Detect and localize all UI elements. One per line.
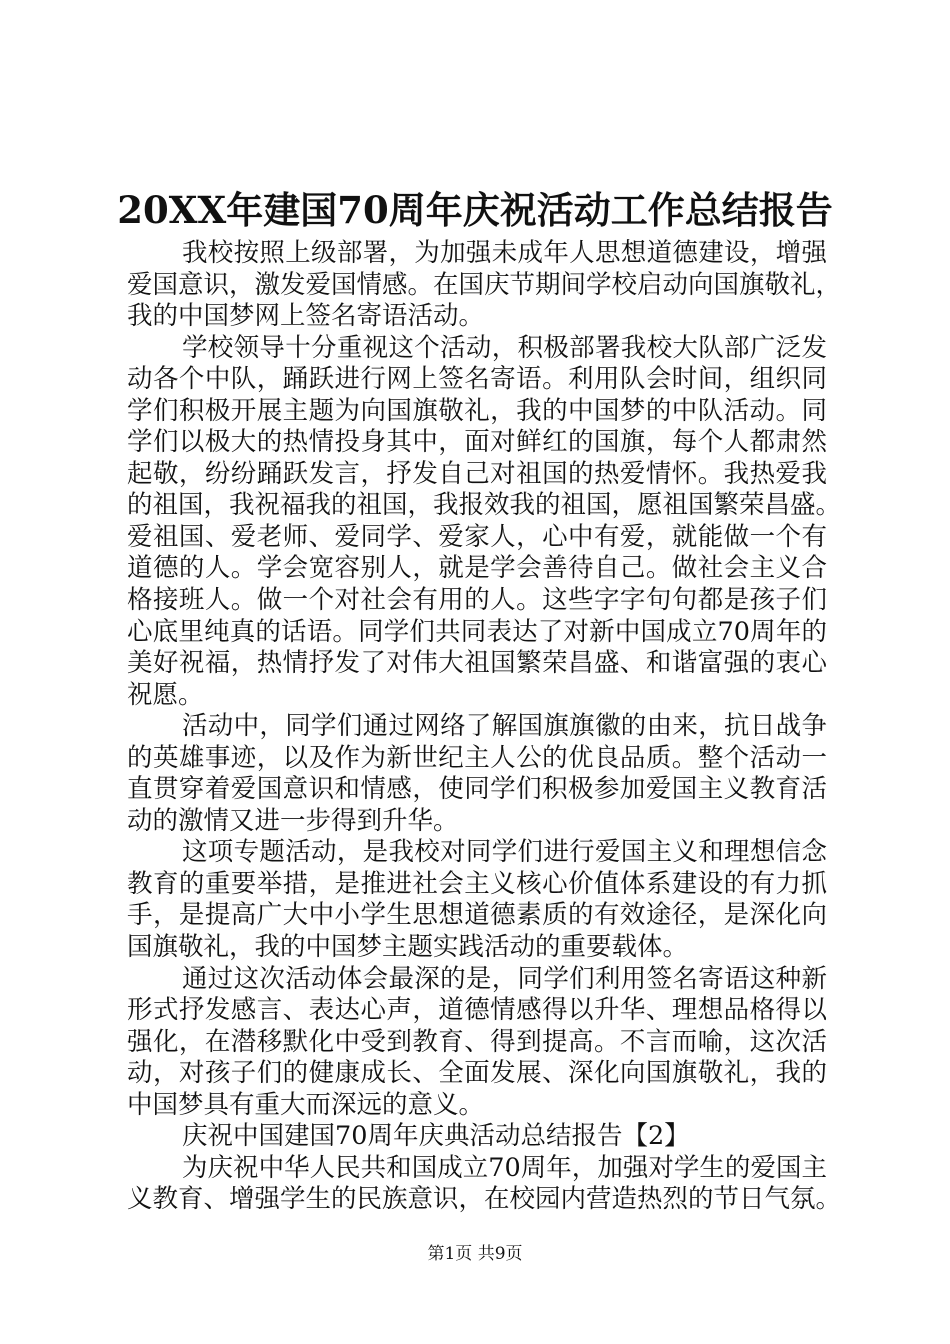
paragraph-line: 的英雄事迹，以及作为新世纪主人公的优良品质。整个活动一	[127, 742, 827, 773]
paragraph-line: 手，是提高广大中小学生思想道德素质的有效途径，是深化向	[127, 900, 827, 931]
paragraph-line: 强化，在潜移默化中受到教育、得到提高。不言而喻，这次活	[127, 1026, 827, 1057]
paragraph-line: 学们积极开展主题为向国旗敬礼，我的中国梦的中队活动。同	[127, 395, 827, 426]
paragraph-line: 为庆祝中华人民共和国成立70周年，加强对学生的爱国主	[182, 1152, 827, 1183]
paragraph-line: 爱国意识，激发爱国情感。在国庆节期间学校启动向国旗敬礼，	[127, 269, 842, 300]
section-heading: 庆祝中国建国70周年庆典活动总结报告【2】	[182, 1121, 690, 1152]
paragraph-line: 动各个中队，踊跃进行网上签名寄语。利用队会时间，组织同	[127, 364, 827, 395]
paragraph-line: 祝愿。	[127, 679, 204, 710]
paragraph-line: 动的激情又进一步得到升华。	[127, 805, 459, 836]
paragraph-line: 我的中国梦网上签名寄语活动。	[127, 301, 485, 332]
paragraph-line: 学们以极大的热情投身其中，面对鲜红的国旗，每个人都肃然	[127, 427, 827, 458]
paragraph-line: 动，对孩子们的健康成长、全面发展、深化向国旗敬礼，我的	[127, 1058, 827, 1089]
paragraph-line: 中国梦具有重大而深远的意义。	[127, 1089, 485, 1120]
paragraph-line: 学校领导十分重视这个活动，积极部署我校大队部广泛发	[182, 332, 827, 363]
paragraph-line: 形式抒发感言、表达心声，道德情感得以升华、理想品格得以	[127, 995, 827, 1026]
paragraph-line: 的祖国，我祝福我的祖国，我报效我的祖国，愿祖国繁荣昌盛。	[127, 490, 842, 521]
page-number: 第1页 共9页	[427, 1244, 523, 1264]
paragraph-line: 义教育、增强学生的民族意识，在校园内营造热烈的节日气氛。	[127, 1184, 842, 1215]
document-title: 20XX年建国70周年庆祝活动工作总结报告	[117, 188, 833, 232]
paragraph-line: 这项专题活动，是我校对同学们进行爱国主义和理想信念	[182, 837, 827, 868]
paragraph-line: 活动中，同学们通过网络了解国旗旗徽的由来，抗日战争	[182, 711, 827, 742]
paragraph-line: 爱祖国、爱老师、爱同学、爱家人，心中有爱，就能做一个有	[127, 521, 827, 552]
paragraph-line: 道德的人。学会宽容别人，就是学会善待自己。做社会主义合	[127, 553, 827, 584]
paragraph-line: 直贯穿着爱国意识和情感，使同学们积极参加爱国主义教育活	[127, 774, 827, 805]
paragraph-line: 教育的重要举措，是推进社会主义核心价值体系建设的有力抓	[127, 868, 827, 899]
paragraph-line: 国旗敬礼，我的中国梦主题实践活动的重要载体。	[127, 932, 689, 963]
document-body	[127, 238, 842, 1216]
paragraph-line: 美好祝福，热情抒发了对伟大祖国繁荣昌盛、和谐富强的衷心	[127, 648, 827, 679]
paragraph-line: 通过这次活动体会最深的是，同学们利用签名寄语这种新	[182, 963, 827, 994]
paragraph-line: 心底里纯真的话语。同学们共同表达了对新中国成立70周年的	[127, 616, 827, 647]
paragraph-line: 起敬，纷纷踊跃发言，抒发自己对祖国的热爱情怀。我热爱我	[127, 458, 827, 489]
paragraph-line: 格接班人。做一个对社会有用的人。这些字字句句都是孩子们	[127, 585, 827, 616]
paragraph-line: 我校按照上级部署，为加强未成年人思想道德建设，增强	[182, 238, 827, 268]
